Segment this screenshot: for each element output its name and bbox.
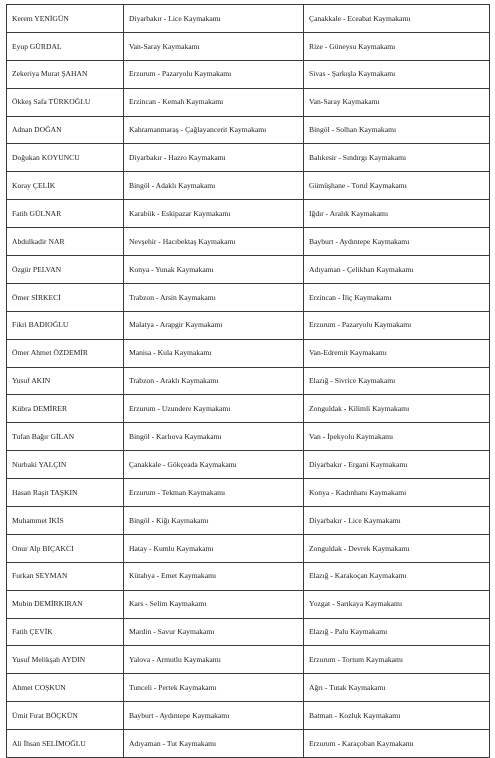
appointment-table-body	[7, 5, 490, 758]
person-name-cell: Fikri BADIOĞLU	[7, 311, 124, 339]
new-post-cell: Balıkesir - Sındırgı Kaymakamı	[304, 144, 490, 172]
person-name-cell: Zekeriya Murat ŞAHAN	[7, 60, 124, 88]
new-post-cell: Konya - Kadınhanı Kaymakamı	[304, 479, 490, 507]
table-row	[7, 367, 490, 395]
current-post-cell: Trabzon - Arsin Kaymakamı	[124, 283, 304, 311]
person-name-cell: Hasan Raşit TAŞKIN	[7, 479, 124, 507]
person-name-cell: Fatih GÜLNAR	[7, 200, 124, 228]
current-post-cell: Kars - Selim Kaymakamı	[124, 590, 304, 618]
person-name-cell: Kerem YENİGÜN	[7, 5, 124, 33]
table-row	[7, 88, 490, 116]
appointment-table	[6, 4, 490, 758]
current-post-cell: Karabük - Eskipazar Kaymakamı	[124, 200, 304, 228]
current-post-cell: Bingöl - Kiğı Kaymakamı	[124, 507, 304, 535]
table-row	[7, 283, 490, 311]
person-name-cell: Abdulkadir NAR	[7, 228, 124, 256]
new-post-cell: Van-Saray Kaymakamı	[304, 88, 490, 116]
person-name-cell: Ömer Ahmet ÖZDEMİR	[7, 339, 124, 367]
current-post-cell: Bingöl - Karlıova Kaymakamı	[124, 423, 304, 451]
table-row	[7, 116, 490, 144]
table-row	[7, 256, 490, 284]
person-name-cell: Ümit Fırat BÖÇKÜN	[7, 702, 124, 730]
new-post-cell: Elazığ - Palu Kaymakamı	[304, 618, 490, 646]
current-post-cell: Diyarbakır - Hazro Kaymakamı	[124, 144, 304, 172]
person-name-cell: Fatih ÇEVİK	[7, 618, 124, 646]
person-name-cell: Furkan SEYMAN	[7, 562, 124, 590]
person-name-cell: Ahmet COŞKUN	[7, 674, 124, 702]
current-post-cell: Trabzon - Araklı Kaymakamı	[124, 367, 304, 395]
new-post-cell: Diyarbakır - Lice Kaymakamı	[304, 507, 490, 535]
table-row	[7, 172, 490, 200]
new-post-cell: Erzurum - Tortum Kaymakamı	[304, 646, 490, 674]
current-post-cell: Manisa - Kula Kaymakamı	[124, 339, 304, 367]
new-post-cell: Çanakkale - Eceabat Kaymakamı	[304, 5, 490, 33]
person-name-cell: Onur Alp BIÇAKCI	[7, 534, 124, 562]
current-post-cell: Çanakkale - Gökçeada Kaymakamı	[124, 451, 304, 479]
new-post-cell: Elazığ - Karakoçan Kaymakamı	[304, 562, 490, 590]
new-post-cell: Diyarbakır - Ergani Kaymakamı	[304, 451, 490, 479]
person-name-cell: Adnan DOĞAN	[7, 116, 124, 144]
table-row	[7, 730, 490, 758]
table-row	[7, 339, 490, 367]
table-row	[7, 702, 490, 730]
table-row	[7, 228, 490, 256]
current-post-cell: Hatay - Kumlu Kaymakamı	[124, 534, 304, 562]
new-post-cell: Erzincan - İliç Kaymakamı	[304, 283, 490, 311]
new-post-cell: Ağrı - Tutak Kaymakamı	[304, 674, 490, 702]
table-row	[7, 60, 490, 88]
new-post-cell: Erzurum - Karaçoban Kaymakamı	[304, 730, 490, 758]
current-post-cell: Bingöl - Adaklı Kaymakamı	[124, 172, 304, 200]
current-post-cell: Mardin - Savur Kaymakamı	[124, 618, 304, 646]
new-post-cell: Zonguldak - Devrek Kaymakamı	[304, 534, 490, 562]
person-name-cell: Mubin DEMİRKIRAN	[7, 590, 124, 618]
table-row	[7, 144, 490, 172]
new-post-cell: Gümüşhane - Torul Kaymakamı	[304, 172, 490, 200]
person-name-cell: Koray ÇELİK	[7, 172, 124, 200]
person-name-cell: Yusuf AKIN	[7, 367, 124, 395]
person-name-cell: Tufan Bağır GİLAN	[7, 423, 124, 451]
current-post-cell: Van-Saray Kaymakamı	[124, 32, 304, 60]
current-post-cell: Adıyaman - Tut Kaymakamı	[124, 730, 304, 758]
table-row	[7, 32, 490, 60]
person-name-cell: Ökkeş Safa TÜRKOĞLU	[7, 88, 124, 116]
table-row	[7, 395, 490, 423]
current-post-cell: Yalova - Armutlu Kaymakamı	[124, 646, 304, 674]
new-post-cell: Zonguldak - Kilimli Kaymakamı	[304, 395, 490, 423]
current-post-cell: Diyarbakır - Lice Kaymakamı	[124, 5, 304, 33]
table-row	[7, 423, 490, 451]
new-post-cell: Adıyaman - Çelikhan Kaymakamı	[304, 256, 490, 284]
new-post-cell: Erzurum - Pazaryolu Kaymakamı	[304, 311, 490, 339]
current-post-cell: Nevşehir - Hacıbektaş Kaymakamı	[124, 228, 304, 256]
table-row	[7, 618, 490, 646]
current-post-cell: Erzurum - Uzundere Kaymakamı	[124, 395, 304, 423]
current-post-cell: Erzurum - Tekman Kaymakamı	[124, 479, 304, 507]
table-row	[7, 590, 490, 618]
new-post-cell: Elazığ - Sivrice Kaymakamı	[304, 367, 490, 395]
person-name-cell: Kübra DEMİRER	[7, 395, 124, 423]
table-row	[7, 674, 490, 702]
new-post-cell: Bayburt - Aydıntepe Kaymakamı	[304, 228, 490, 256]
new-post-cell: Rize - Güneysu Kaymakamı	[304, 32, 490, 60]
table-row	[7, 200, 490, 228]
new-post-cell: Iğdır - Aralık Kaymakamı	[304, 200, 490, 228]
table-row	[7, 479, 490, 507]
person-name-cell: Yusuf Melikşah AYDIN	[7, 646, 124, 674]
table-row	[7, 646, 490, 674]
new-post-cell: Bingöl - Solhan Kaymakamı	[304, 116, 490, 144]
current-post-cell: Bayburt - Aydıntepe Kaymakamı	[124, 702, 304, 730]
table-row	[7, 507, 490, 535]
current-post-cell: Erzurum - Pazaryolu Kaymakamı	[124, 60, 304, 88]
current-post-cell: Tunceli - Pertek Kaymakamı	[124, 674, 304, 702]
table-row	[7, 311, 490, 339]
current-post-cell: Erzincan - Kemah Kaymakamı	[124, 88, 304, 116]
current-post-cell: Kahramanmaraş - Çağlayancerit Kaymakamı	[124, 116, 304, 144]
person-name-cell: Ali İhsan SELİMOĞLU	[7, 730, 124, 758]
person-name-cell: Eyup GÜRDAL	[7, 32, 124, 60]
current-post-cell: Kütahya - Emet Kaymakamı	[124, 562, 304, 590]
new-post-cell: Van-Edremit Kaymakamı	[304, 339, 490, 367]
person-name-cell: Doğukan KOYUNCU	[7, 144, 124, 172]
table-row	[7, 534, 490, 562]
person-name-cell: Özgür PELVAN	[7, 256, 124, 284]
current-post-cell: Malatya - Arapgir Kaymakamı	[124, 311, 304, 339]
person-name-cell: Nurbaki YALÇIN	[7, 451, 124, 479]
table-row	[7, 5, 490, 33]
person-name-cell: Ömer SİRKECİ	[7, 283, 124, 311]
table-row	[7, 451, 490, 479]
table-row	[7, 562, 490, 590]
current-post-cell: Konya - Yunak Kaymakamı	[124, 256, 304, 284]
new-post-cell: Batman - Kozluk Kaymakamı	[304, 702, 490, 730]
new-post-cell: Sivas - Şarkışla Kaymakamı	[304, 60, 490, 88]
new-post-cell: Yozgat - Sarıkaya Kaymakamı	[304, 590, 490, 618]
new-post-cell: Van - İpekyolu Kaymakamı	[304, 423, 490, 451]
person-name-cell: Muhammet İKİS	[7, 507, 124, 535]
